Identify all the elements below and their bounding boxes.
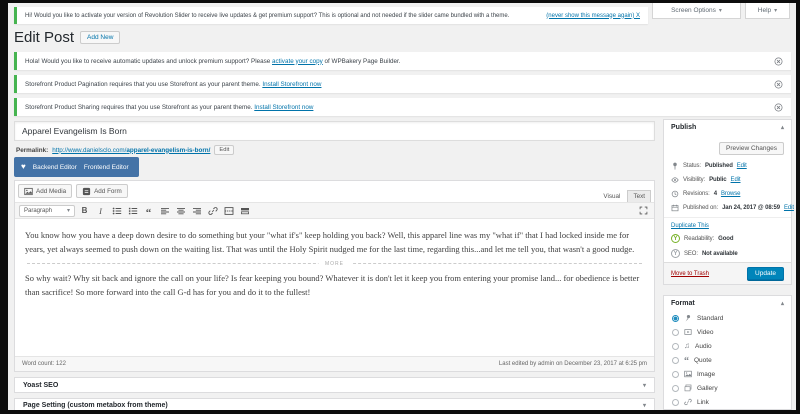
readability-row: Y Readability: Good [664,231,791,246]
editor-media-buttons [15,181,654,202]
numbered-list-button[interactable] [126,204,139,217]
radio-link[interactable] [672,399,679,406]
toggle-down-icon[interactable]: ▾ [642,382,646,389]
align-right-button[interactable] [190,204,203,217]
add-media-button[interactable]: Add Media [18,184,72,198]
wpbakery-notice [14,52,791,70]
page-title: Edit Post [14,28,75,46]
content-paragraph: So why wait? Why sit back and ignore the call on your life? Is fear keeping you bound? Whatever it is don't let it keep you from entering your promise land... for obedience is better than sacrifice! So more forward into the call G-d has for you and do it to the fullest! [25,273,640,298]
dismiss-icon[interactable] [774,57,783,66]
pin-icon [671,162,679,170]
notice-text: Storefront Product Pagination requires that you use Storefront as your parent theme. Install Storefront now [25,80,322,88]
page-setting-title: Page Setting (custom metabox from theme) [23,401,168,409]
format-option-image[interactable]: Image [664,367,791,381]
install-storefront-link[interactable]: Install Storefront now [254,103,314,111]
format-option-standard[interactable]: Standard [664,311,791,325]
insert-link-button[interactable] [206,204,219,217]
backend-editor-button[interactable]: Backend Editor [32,163,77,171]
notice-text: Hola! Would you like to receive automatic updates and unlock premium support? Please activate your copy of WPBakery Page Builder. [25,57,401,65]
screen-options-label: Screen Options [671,7,716,14]
format-title: Format [671,300,695,307]
form-icon [82,187,91,196]
publish-header[interactable] [664,120,791,135]
permalink-label: Permalink: [16,146,49,154]
dismiss-icon[interactable] [774,80,783,89]
quote-icon: “ [684,356,689,367]
radio-audio[interactable] [672,343,679,350]
edit-status-link[interactable]: Edit [736,163,747,169]
status-row: Status: Published Edit [664,159,791,173]
storefront-sharing-notice [14,98,791,116]
visibility-row: Visibility: Public Edit [664,173,791,187]
radio-standard[interactable] [672,315,679,322]
toggle-up-icon[interactable]: ▴ [780,125,784,131]
wp-admin-edit-post-page [8,3,796,410]
format-option-quote[interactable]: “ Quote [664,353,791,367]
editor-toolbar [15,202,654,219]
italic-button[interactable]: I [99,205,102,216]
radio-quote[interactable] [672,357,679,364]
audio-icon: ♫ [684,341,690,350]
toolbar-toggle-button[interactable] [238,204,251,217]
image-icon [684,370,692,378]
pushpin-icon [684,314,692,322]
radio-image[interactable] [672,371,679,378]
activate-your-copy-link[interactable]: activate your copy [272,57,323,65]
post-content-editor [14,180,655,372]
revslider-notice [14,7,648,24]
help-label: Help [757,7,772,14]
screen-options-button[interactable] [652,3,741,19]
fullscreen-icon[interactable] [637,204,650,217]
revisions-row: Revisions: 4 Browse [664,187,791,201]
add-form-button[interactable]: Add Form [76,184,128,198]
update-button[interactable]: Update [747,267,784,280]
yoast-seo-icon: Y [671,249,680,258]
last-edited: Last edited by admin on December 23, 2017 at 6:25 pm [498,361,647,367]
bold-button[interactable]: B [81,206,88,215]
eye-icon [671,176,679,184]
radio-gallery[interactable] [672,385,679,392]
format-option-link[interactable]: Link [664,395,791,409]
edit-visibility-link[interactable]: Edit [730,177,741,183]
blockquote-button[interactable]: “ [145,206,152,219]
media-icon [24,187,33,196]
permalink-row [16,144,234,156]
more-tag-label: MORE [318,260,351,268]
revslider-notice-text: Hi! Would you like to activate your version of Revolution Slider to receive live updates & get premium support? This is optional and not needed if the slider came bundled with a theme. [25,12,510,19]
duplicate-this-link[interactable]: Duplicate This [671,223,709,229]
seo-row: Y SEO: Not available [664,246,791,261]
wpbakery-logo-icon: ♥ [21,162,26,171]
browse-revisions-link[interactable]: Browse [720,191,741,197]
format-header[interactable] [664,296,791,311]
publish-actions [664,262,791,284]
permalink-link[interactable]: http://www.danielsclo.com/apparel-evangelism-is-born/ [52,146,211,154]
yoast-seo-metabox[interactable] [14,377,655,393]
read-more-tag-button[interactable] [222,204,235,217]
add-new-button[interactable]: Add New [80,31,120,44]
clock-icon [671,190,679,198]
chevron-down-icon: ▾ [66,208,70,214]
help-button[interactable] [745,3,790,19]
tab-visual[interactable]: Visual [603,193,621,200]
calendar-icon [671,204,679,212]
align-left-button[interactable] [158,204,171,217]
never-show-again-link[interactable]: (never show this message again) X [546,12,640,19]
wpbakery-editor-switch [14,157,139,177]
notice-text: Storefront Product Sharing requires that you use Storefront as your parent theme. Install Storefront now [25,103,314,111]
yoast-readability-icon: Y [671,234,680,243]
format-option-video[interactable]: Video [664,325,791,339]
publish-metabox [663,119,792,285]
bulleted-list-button[interactable] [110,204,123,217]
yoast-seo-title: Yoast SEO [23,381,59,389]
install-storefront-link[interactable]: Install Storefront now [262,80,322,88]
content-paragraph: You know how you have a deep down desire to do something but your "what if's" keep holding you back? Well, this apparel line was my "what if" that I had locked inside me for years, yet always seemed to push down on the waiting list. That was until the Holy Spirit nudged me for the last time, regarding this...and let me tell you, that wasn't a good nudge. [25,230,635,255]
chevron-down-icon: ▾ [774,8,778,14]
more-tag-divider [27,261,642,268]
page-header [14,27,120,47]
video-icon [684,328,692,336]
dismiss-icon[interactable] [774,103,783,112]
format-option-gallery[interactable]: Gallery [664,381,791,395]
align-center-button[interactable] [174,204,187,217]
radio-video[interactable] [672,329,679,336]
paragraph-format-select[interactable]: Paragraph ▾ [19,205,75,217]
word-count: Word count: 122 [22,361,66,367]
page-setting-metabox[interactable] [14,398,655,410]
preview-changes-button[interactable]: Preview Changes [719,142,784,155]
post-title-input[interactable]: Apparel Evangelism Is Born [14,121,655,141]
publish-title: Publish [671,124,697,131]
format-metabox [663,295,792,410]
tab-text[interactable]: Text [627,190,651,202]
chevron-down-icon: ▾ [718,8,722,14]
published-on-row: Published on: Jan 24, 2017 @ 08:59 Edit [664,201,791,215]
edit-published-date-link[interactable]: Edit [783,205,794,211]
move-to-trash-link[interactable]: Move to Trash [671,270,710,277]
permalink-edit-button[interactable]: Edit [214,145,234,155]
gallery-icon [684,384,692,392]
frontend-editor-button[interactable]: Frontend Editor [83,163,129,171]
storefront-pagination-notice [14,75,791,93]
editor-statusbar [15,356,654,371]
editor-mode-tabs [598,190,651,202]
toggle-up-icon[interactable]: ▴ [780,301,784,307]
format-option-audio[interactable]: ♫ Audio [664,339,791,353]
link-icon [684,398,692,406]
toggle-down-icon[interactable]: ▾ [642,402,646,409]
post-content-area[interactable] [15,219,654,356]
